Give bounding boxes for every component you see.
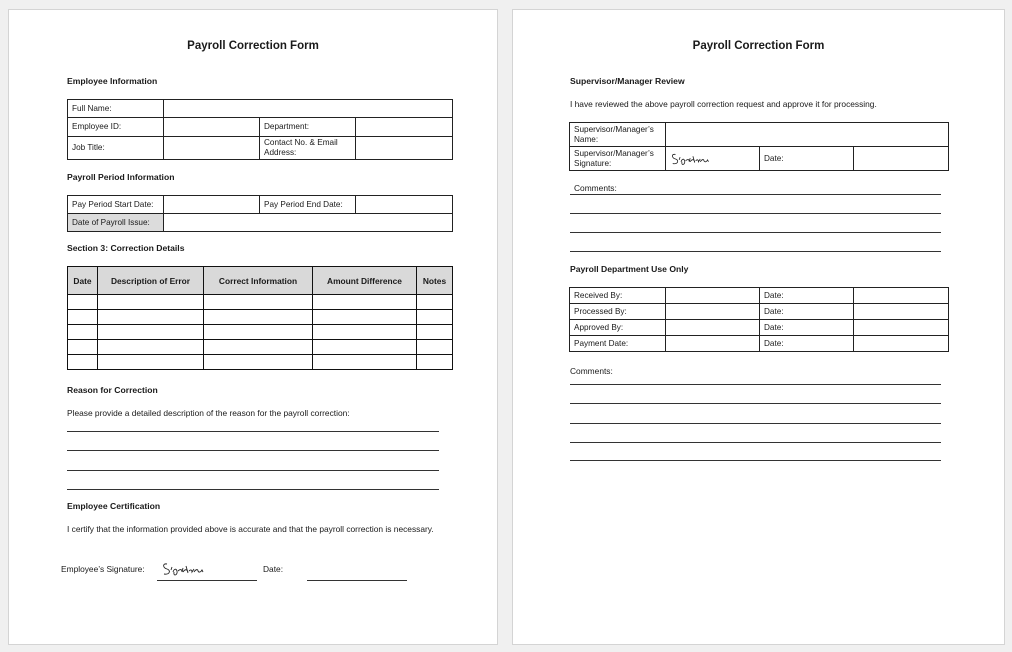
employee-signature-label: Employee’s Signature: (61, 564, 145, 574)
table-cell[interactable] (68, 355, 98, 370)
comment-line[interactable] (570, 442, 941, 443)
received-by-label: Received By: (570, 288, 666, 304)
table-cell[interactable] (98, 295, 204, 310)
table-cell[interactable] (313, 310, 417, 325)
job-title-label: Job Title: (68, 137, 164, 160)
table-cell[interactable] (313, 325, 417, 340)
table-cell[interactable] (98, 310, 204, 325)
column-header-date: Date (68, 267, 98, 295)
dept-comments-label: Comments: (570, 366, 613, 376)
table-cell[interactable] (417, 295, 453, 310)
certification-heading: Employee Certification (67, 501, 161, 511)
table-cell[interactable] (204, 325, 313, 340)
supervisor-date-label: Date: (760, 147, 854, 171)
table-row (68, 295, 453, 310)
employee-id-label: Employee ID: (68, 118, 164, 137)
supervisor-name-field[interactable] (666, 123, 949, 147)
table-cell[interactable] (68, 295, 98, 310)
reason-line[interactable] (67, 489, 439, 490)
contact-field[interactable] (356, 137, 453, 160)
table-row (570, 336, 949, 352)
certification-text: I certify that the information provided above is accurate and that the payroll correction is necessary. (67, 524, 434, 534)
table-cell[interactable] (204, 295, 313, 310)
pay-period-heading: Payroll Period Information (67, 172, 175, 182)
employee-info-table (67, 99, 453, 160)
supervisor-review-heading: Supervisor/Manager Review (570, 76, 685, 86)
received-by-field[interactable] (666, 288, 760, 304)
reason-line[interactable] (67, 450, 439, 451)
signature-image (670, 150, 714, 168)
table-cell[interactable] (417, 340, 453, 355)
processed-date-field[interactable] (854, 304, 949, 320)
pay-period-table (67, 195, 453, 232)
approved-date-field[interactable] (854, 320, 949, 336)
table-row (68, 310, 453, 325)
table-row (570, 288, 949, 304)
payment-date-date-field[interactable] (854, 336, 949, 352)
payment-date-date-label: Date: (760, 336, 854, 352)
page-right (512, 9, 1005, 645)
table-cell[interactable] (68, 340, 98, 355)
comment-line[interactable] (570, 232, 941, 233)
table-cell[interactable] (313, 355, 417, 370)
employee-info-heading: Employee Information (67, 76, 158, 86)
reason-line[interactable] (67, 470, 439, 471)
supervisor-name-label: Supervisor/Manager’s Name: (570, 123, 666, 147)
table-cell[interactable] (68, 310, 98, 325)
department-field[interactable] (356, 118, 453, 137)
supervisor-comments-label: Comments: (574, 183, 617, 193)
employee-signature-line[interactable] (157, 580, 257, 581)
correction-details-table (67, 266, 453, 370)
correction-details-heading: Section 3: Correction Details (67, 243, 185, 253)
supervisor-review-text: I have reviewed the above payroll correction request and approve it for processing. (570, 99, 877, 109)
pay-period-start-label: Pay Period Start Date: (68, 196, 164, 214)
comment-line[interactable] (570, 384, 941, 385)
comment-line[interactable] (570, 251, 941, 252)
table-cell[interactable] (417, 325, 453, 340)
comment-line[interactable] (570, 403, 941, 404)
payroll-issue-date-label: Date of Payroll Issue: (68, 214, 164, 232)
page-title: Payroll Correction Form (187, 40, 319, 52)
processed-by-label: Processed By: (570, 304, 666, 320)
table-cell[interactable] (204, 310, 313, 325)
supervisor-table (569, 122, 949, 171)
received-date-field[interactable] (854, 288, 949, 304)
pay-period-start-field[interactable] (164, 196, 260, 214)
table-cell[interactable] (204, 340, 313, 355)
table-cell[interactable] (313, 295, 417, 310)
table-row (68, 340, 453, 355)
supervisor-signature-label: Supervisor/Manager’s Signature: (570, 147, 666, 171)
pay-period-end-label: Pay Period End Date: (260, 196, 356, 214)
table-cell[interactable] (417, 310, 453, 325)
reason-heading: Reason for Correction (67, 385, 158, 395)
contact-label: Contact No. & Email Address: (260, 137, 356, 160)
dept-use-table (569, 287, 949, 352)
payroll-issue-date-field[interactable] (164, 214, 453, 232)
signature-image (161, 560, 209, 578)
column-header-description: Description of Error (98, 267, 204, 295)
comment-line[interactable] (570, 194, 941, 195)
full-name-label: Full Name: (68, 100, 164, 118)
table-cell[interactable] (68, 325, 98, 340)
page-title: Payroll Correction Form (692, 40, 825, 52)
approved-date-label: Date: (760, 320, 854, 336)
reason-line[interactable] (67, 431, 439, 432)
comment-line[interactable] (570, 423, 941, 424)
column-header-notes: Notes (417, 267, 453, 295)
table-cell[interactable] (313, 340, 417, 355)
approved-by-field[interactable] (666, 320, 760, 336)
comment-line[interactable] (570, 213, 941, 214)
table-row (68, 355, 453, 370)
supervisor-date-field[interactable] (854, 147, 949, 171)
column-header-correct-info: Correct Information (204, 267, 313, 295)
table-cell[interactable] (98, 355, 204, 370)
table-row (570, 304, 949, 320)
processed-by-field[interactable] (666, 304, 760, 320)
payment-date-field[interactable] (666, 336, 760, 352)
reason-instructions: Please provide a detailed description of the reason for the payroll correction: (67, 408, 350, 418)
supervisor-signature-field[interactable] (666, 147, 760, 171)
approved-by-label: Approved By: (570, 320, 666, 336)
table-row (570, 320, 949, 336)
received-date-label: Date: (760, 288, 854, 304)
employee-id-field[interactable] (164, 118, 260, 137)
payment-date-label: Payment Date: (570, 336, 666, 352)
employee-date-label: Date: (263, 564, 284, 574)
job-title-field[interactable] (164, 137, 260, 160)
pay-period-end-field[interactable] (356, 196, 453, 214)
table-cell[interactable] (98, 340, 204, 355)
table-cell[interactable] (204, 355, 313, 370)
table-row (68, 325, 453, 340)
dept-use-heading: Payroll Department Use Only (570, 264, 689, 274)
full-name-field[interactable] (164, 100, 453, 118)
department-label: Department: (260, 118, 356, 137)
page-left (8, 9, 498, 645)
table-cell[interactable] (417, 355, 453, 370)
processed-date-label: Date: (760, 304, 854, 320)
column-header-amount-difference: Amount Difference (313, 267, 417, 295)
table-cell[interactable] (98, 325, 204, 340)
employee-date-line[interactable] (307, 580, 407, 581)
comment-line[interactable] (570, 460, 941, 461)
